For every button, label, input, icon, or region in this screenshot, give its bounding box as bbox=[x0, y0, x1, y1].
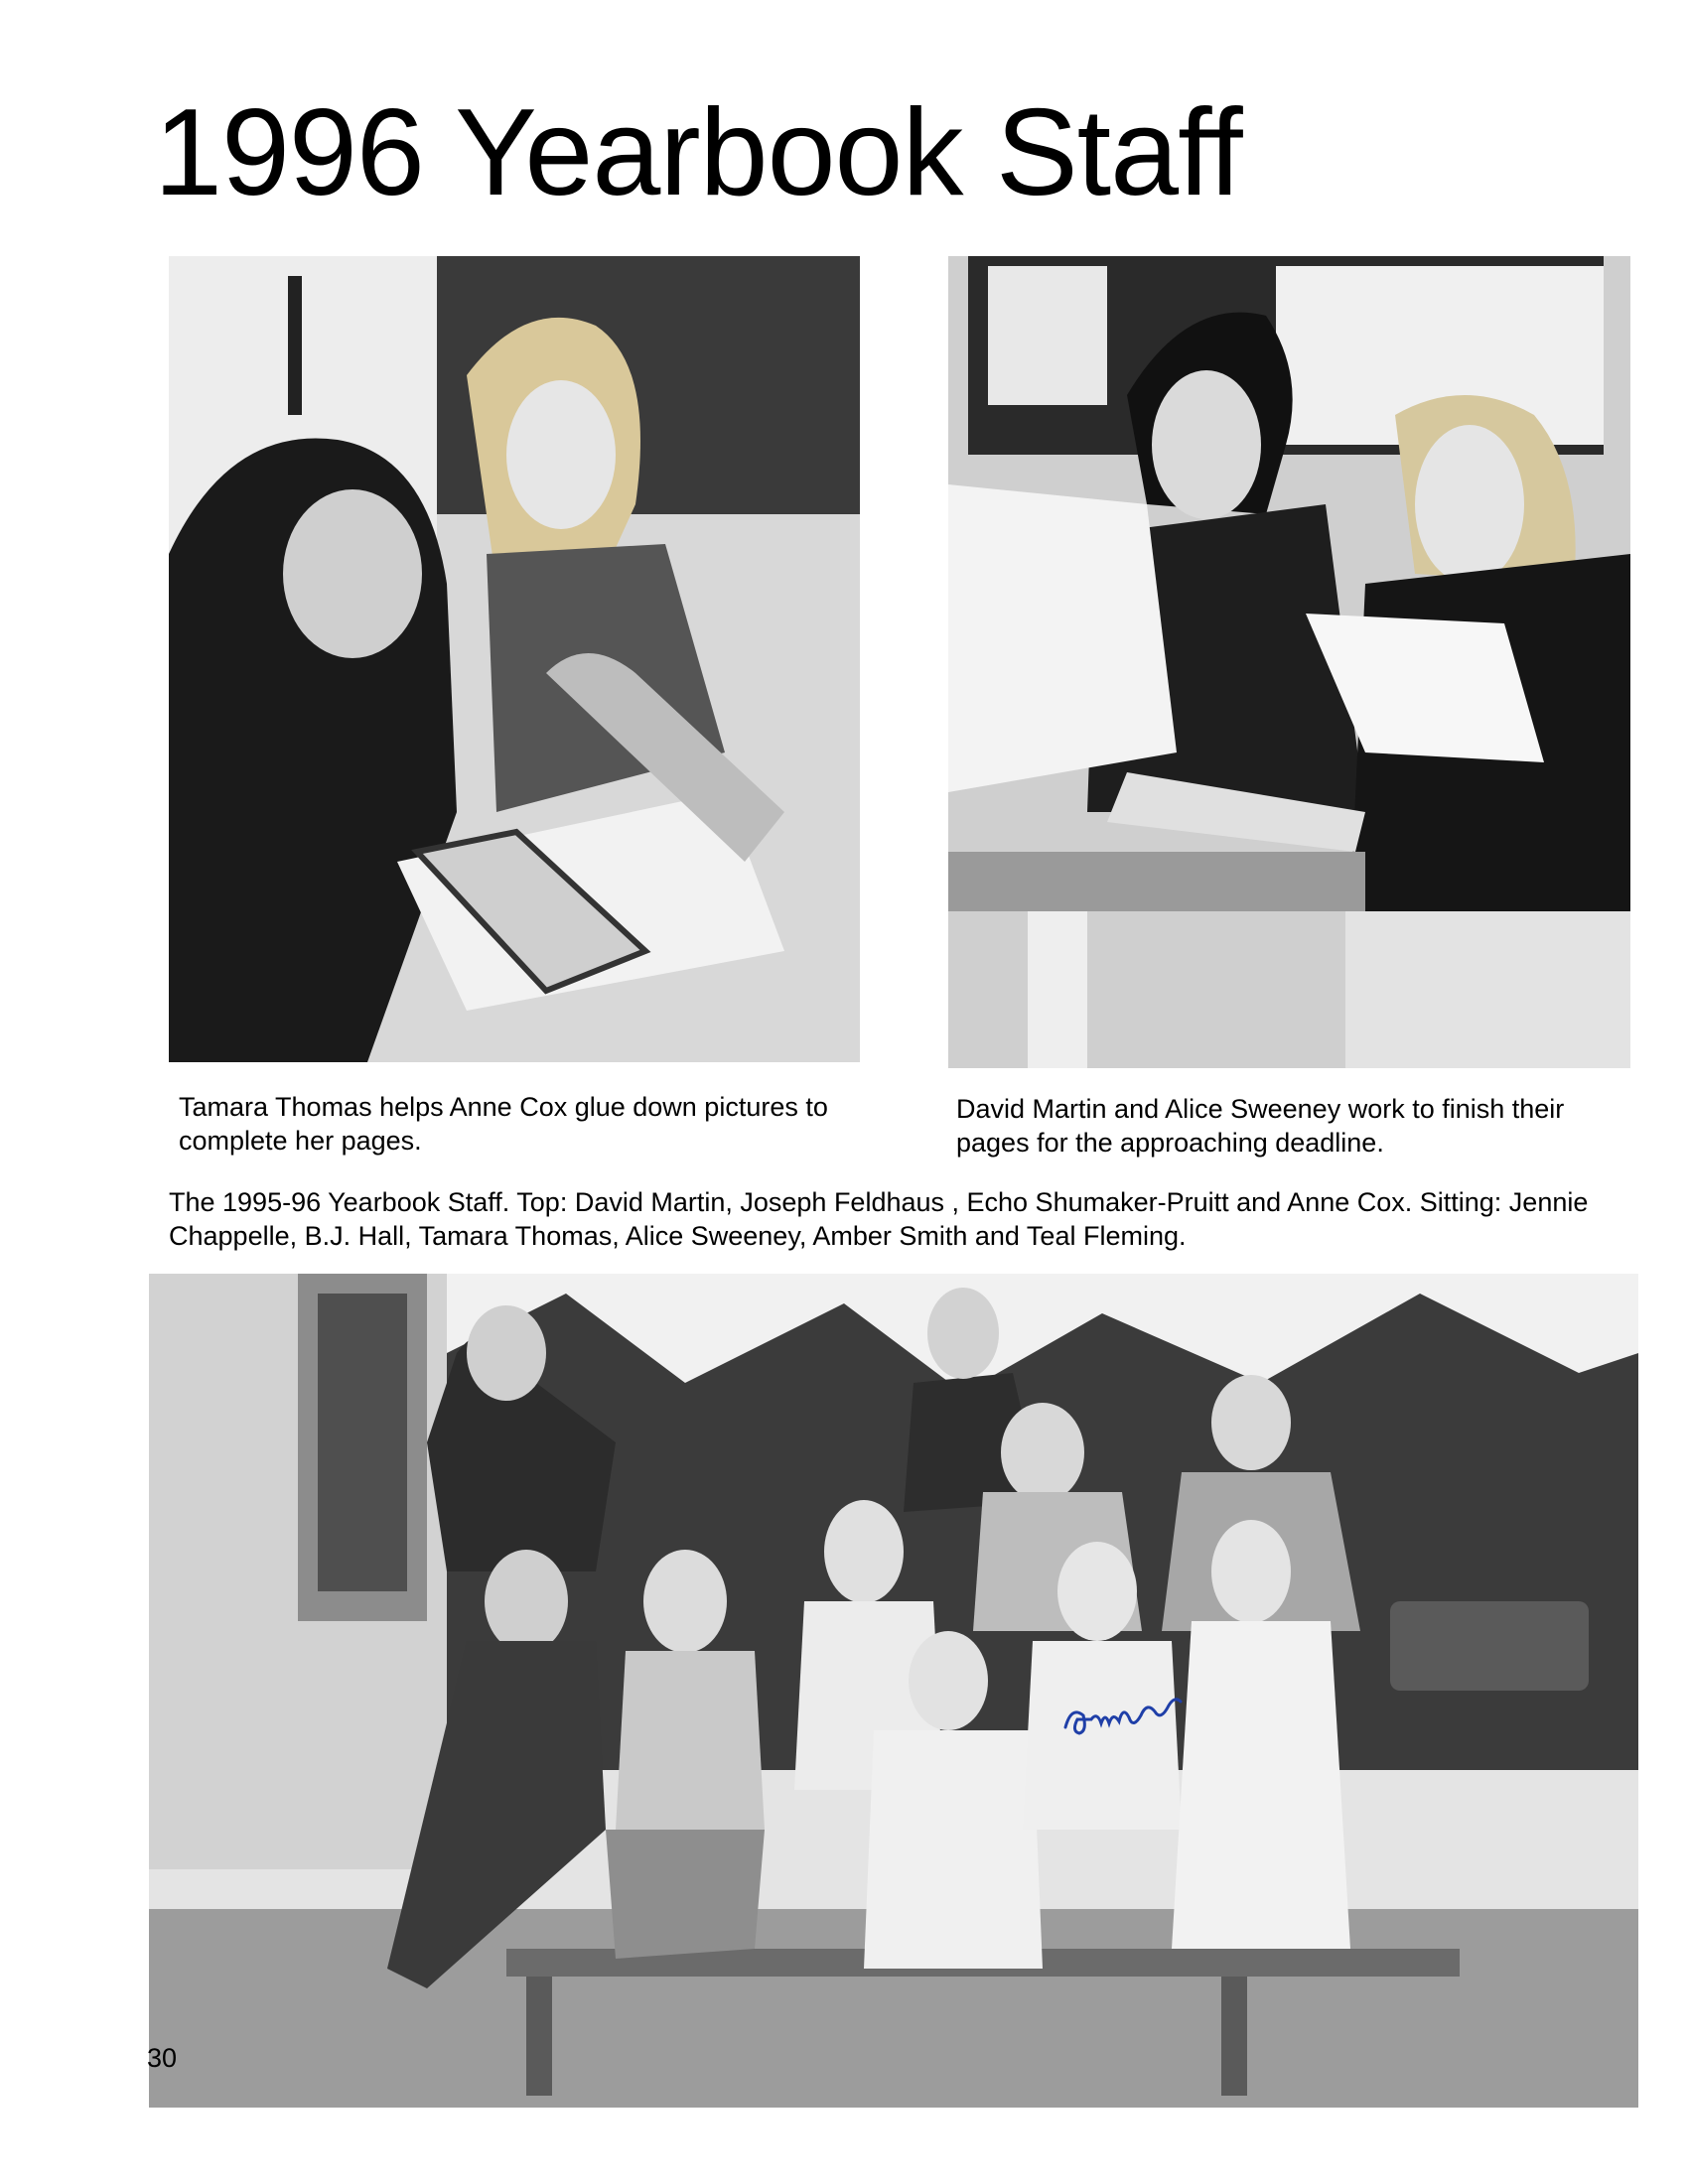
photo-computer-work bbox=[948, 256, 1630, 1068]
photo-gluing-pictures bbox=[169, 256, 860, 1062]
photo-caption: Tamara Thomas helps Anne Cox glue down pictures to complete her pages. bbox=[179, 1092, 828, 1156]
photo-caption: David Martin and Alice Sweeney work to finish their pages for the approaching deadline. bbox=[956, 1094, 1565, 1158]
group-photo-caption: The 1995-96 Yearbook Staff. Top: David Martin, Joseph Feldhaus , Echo Shumaker-Pruitt and Anne Cox. Sitting: Jennie Chappelle, B.J. Hall, Tamara Thomas, Alice Sweeney, Amber Smith and Teal Fleming. bbox=[169, 1187, 1589, 1251]
photo-gluing-pictures-image bbox=[169, 256, 860, 1062]
handwritten-signature bbox=[1057, 1676, 1187, 1745]
photo-group-staff-image bbox=[149, 1274, 1638, 2108]
photo-group-staff bbox=[149, 1274, 1638, 2108]
page-title: 1996 Yearbook Staff bbox=[154, 84, 1242, 221]
photo-computer-work-image bbox=[948, 256, 1630, 1068]
page-number: 30 bbox=[147, 2043, 178, 2073]
